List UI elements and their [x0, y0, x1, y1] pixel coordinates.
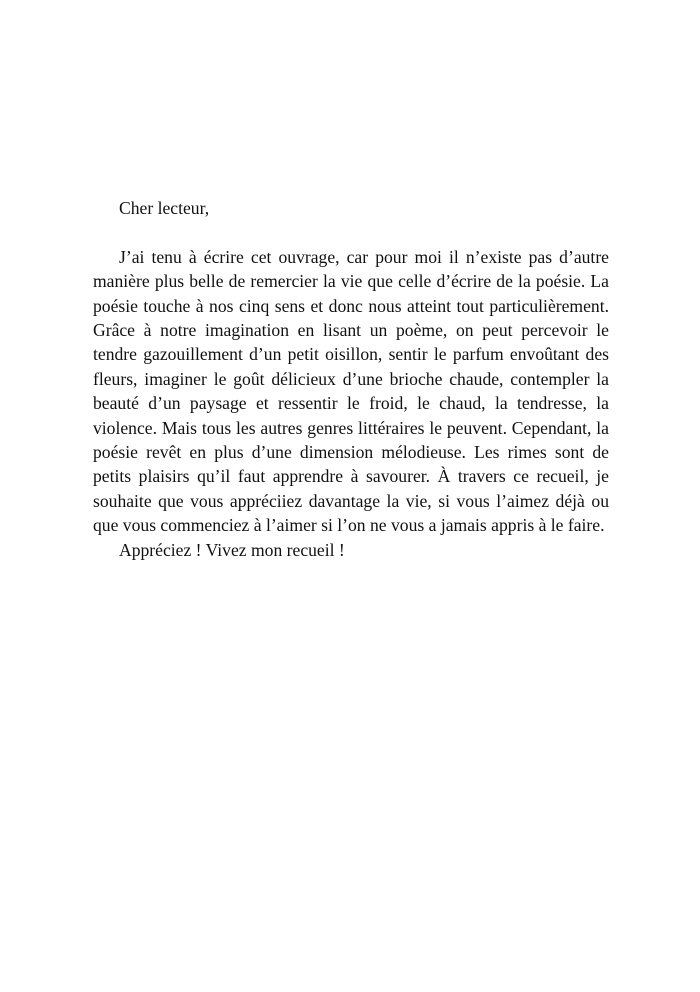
- letter-body-paragraph: J’ai tenu à écrire cet ouvrage, car pour moi il n’existe pas d’autre manière plus belle de remercier la vie que celle d’écrire de la poésie. La poésie touche à nos cinq sens et donc nous atteint tout particulièrement. Grâce à notre imagination en lisant un poème, on peut percevoir le tendre gazouillement d’un petit oisillon, sentir le parfum envoûtant des fleurs, imaginer le goût délicieux d’une brioche chaude, contempler la beauté d’un paysage et ressentir le froid, le chaud, la tendresse, la violence. Mais tous les autres genres littéraires le peuvent. Cependant, la poésie revêt en plus d’une dimension mélodieuse. Les rimes sont de petits plaisirs qu’il faut apprendre à savourer. À travers ce recueil, je souhaite que vous appréciiez davantage la vie, si vous l’aimez déjà ou que vous commenciez à l’aimer si l’on ne vous a jamais appris à le faire.: [93, 246, 609, 536]
- letter-text: [93, 196, 609, 562]
- letter-closing: Appréciez ! Vivez mon recueil !: [119, 539, 345, 560]
- paragraph-spacer: [93, 220, 609, 244]
- letter-greeting: Cher lecteur,: [119, 198, 210, 218]
